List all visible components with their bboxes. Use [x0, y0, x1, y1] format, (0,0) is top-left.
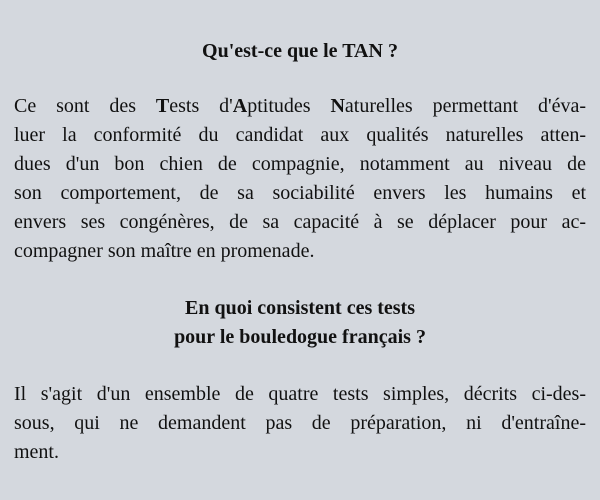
section-title-tests [0, 294, 600, 352]
bold-initial-a: A [232, 95, 248, 117]
paragraph-line: son comportement, de sa sociabilité envers les humains et [14, 182, 586, 204]
paragraph-tests-description [14, 380, 586, 467]
paragraph-line: Il s'agit d'un ensemble de quatre tests simples, décrits ci-des- [14, 383, 586, 405]
paragraph-line: luer la conformité du candidat aux qualités naturelles atten- [14, 124, 586, 146]
paragraph-line: Ce sont des Tests d'Aptitudes Naturelles permettant d'éva- [14, 95, 587, 117]
paragraph-line: dues d'un bon chien de compagnie, notamment au niveau de [14, 153, 586, 175]
paragraph-tan-definition [14, 92, 586, 266]
paragraph-line: ment. [14, 441, 59, 463]
section-title-tan: Qu'est-ce que le TAN ? [202, 40, 398, 62]
bold-initial-t: T [155, 95, 170, 117]
bold-initial-n: N [330, 95, 345, 117]
paragraph-line: compagner son maître en promenade. [14, 240, 315, 262]
paragraph-line: envers ses congénères, de sa capacité à se déplacer pour ac- [14, 211, 586, 233]
section-title-line: pour le bouledogue français ? [174, 326, 426, 348]
section-title-line: En quoi consistent ces tests [184, 297, 415, 319]
paragraph-line: sous, qui ne demandent pas de préparation, ni d'entraîne- [14, 412, 586, 434]
